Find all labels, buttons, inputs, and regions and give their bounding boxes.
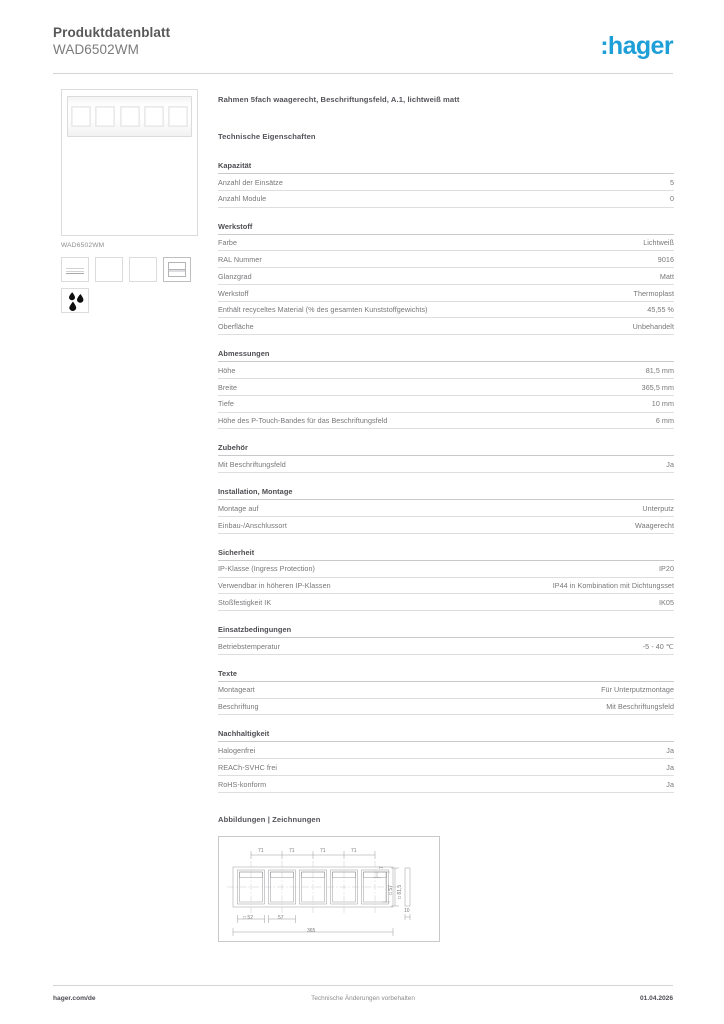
spec-row <box>218 379 674 396</box>
blank-thumb-icon <box>96 258 122 281</box>
product-photo-caption: WAD6502WM <box>61 242 105 249</box>
spec-value: Lichtweiß <box>643 238 674 248</box>
spec-label: Montage auf <box>218 503 259 513</box>
spec-group-title: Nachhaltigkeit <box>218 729 674 742</box>
spec-value: 5 <box>669 177 674 187</box>
spec-group <box>218 222 674 336</box>
water-drops-icon[interactable] <box>61 288 89 313</box>
spec-value: Ja <box>666 762 674 772</box>
spec-row <box>218 174 674 191</box>
label-field-icon <box>66 268 84 273</box>
drawings-section <box>218 815 674 942</box>
product-photo-frame-5gang[interactable] <box>61 89 198 236</box>
spec-value: IP20 <box>659 564 674 574</box>
spec-row <box>218 638 674 655</box>
spec-value: Mit Beschriftungsfeld <box>606 702 674 712</box>
spec-label: Einbau-/Anschlussort <box>218 520 287 530</box>
spec-value: Unbehandelt <box>632 322 674 332</box>
spec-value: Thermoplast <box>633 288 674 298</box>
drawing-thumb-icon <box>168 262 186 277</box>
specifications-column <box>218 95 674 942</box>
spec-label: RoHS-konform <box>218 779 267 789</box>
spec-row <box>218 776 674 793</box>
spec-value: 9016 <box>657 254 674 264</box>
spec-label: REACh-SVHC frei <box>218 762 278 772</box>
thumbnail-blank-2[interactable] <box>129 257 157 282</box>
product-description: Rahmen 5fach waagerecht, Beschriftungsfeld, A.1, lichtweiß matt <box>218 95 460 104</box>
spec-row <box>218 500 674 517</box>
spec-label: Betriebstemperatur <box>218 641 281 651</box>
spec-row <box>218 251 674 268</box>
hager-logo: :hager <box>600 32 673 60</box>
document-header <box>53 24 673 58</box>
spec-label: Werkstoff <box>218 288 249 298</box>
dim-label-strip-height: 7 <box>379 865 385 869</box>
page-title: Produktdatenblatt <box>53 25 171 40</box>
technical-properties-heading: Technische Eigenschaften <box>218 132 316 141</box>
spec-label: Breite <box>218 382 238 392</box>
spec-row <box>218 302 674 319</box>
spec-value: 81,5 mm <box>645 365 674 375</box>
frame-cell <box>71 106 91 127</box>
dim-pitch-3: 71 <box>320 847 326 854</box>
spec-row <box>218 191 674 208</box>
spec-row <box>218 561 674 578</box>
spec-value: Matt <box>659 271 674 281</box>
header-divider <box>53 73 673 74</box>
thumbnail-drawing[interactable] <box>163 257 191 282</box>
frame-cell <box>144 106 164 127</box>
icon-row <box>61 288 198 313</box>
spec-label: IP-Klasse (Ingress Protection) <box>218 564 315 574</box>
spec-row <box>218 362 674 379</box>
spec-row <box>218 413 674 430</box>
spec-label: Farbe <box>218 238 238 248</box>
spec-group <box>218 548 674 611</box>
spec-group <box>218 349 674 429</box>
dim-cell-width: 57 <box>278 914 284 921</box>
frame-cell <box>95 106 115 127</box>
technical-drawing[interactable] <box>218 836 440 942</box>
spec-label: Enthält recyceltes Material (% des gesamten Kunststoffgewichts) <box>218 305 428 315</box>
spec-label: Stoßfestigkeit IK <box>218 597 272 607</box>
product-reference: WAD6502WM <box>53 42 139 57</box>
dim-pitch-4: 71 <box>351 847 357 854</box>
spec-row <box>218 594 674 611</box>
spec-label: Mit Beschriftungsfeld <box>218 459 286 469</box>
spec-group <box>218 625 674 655</box>
spec-group-title: Texte <box>218 669 674 682</box>
spec-value: Unterputz <box>642 503 674 513</box>
dim-cell-square-height: □ 57 <box>388 884 394 895</box>
spec-row <box>218 285 674 302</box>
spec-group <box>218 487 674 534</box>
spec-value: Ja <box>666 779 674 789</box>
spec-label: Oberfläche <box>218 322 254 332</box>
spec-row <box>218 235 674 252</box>
spec-value: -5 - 40 ℃ <box>642 641 674 651</box>
spec-group <box>218 443 674 473</box>
spec-group-title: Sicherheit <box>218 548 674 561</box>
document-footer <box>53 995 673 1009</box>
spec-groups <box>218 161 674 793</box>
spec-value: 10 mm <box>651 399 674 409</box>
spec-label: Beschriftung <box>218 702 259 712</box>
blank-thumb-icon <box>130 258 156 281</box>
footer-website[interactable]: hager.com/de <box>53 995 96 1002</box>
spec-value: IK05 <box>659 597 674 607</box>
thumbnail-label-field[interactable] <box>61 257 89 282</box>
spec-group-title: Installation, Montage <box>218 487 674 500</box>
spec-row <box>218 517 674 534</box>
spec-label: Höhe des P-Touch-Bandes für das Beschriftungsfeld <box>218 416 388 426</box>
thumbnail-row <box>61 257 198 282</box>
dim-total-height: □ 81,5 <box>397 884 403 899</box>
spec-label: Glanzgrad <box>218 271 252 281</box>
product-media-column <box>61 89 198 313</box>
spec-row <box>218 759 674 776</box>
thumbnail-blank-1[interactable] <box>95 257 123 282</box>
spec-row <box>218 742 674 759</box>
spec-row <box>218 699 674 716</box>
dim-cell-square: □ 52 <box>243 914 253 921</box>
spec-label: Tiefe <box>218 399 234 409</box>
spec-label: Montageart <box>218 685 255 695</box>
drawings-heading: Abbildungen | Zeichnungen <box>218 814 321 824</box>
spec-row <box>218 578 674 595</box>
frame-illustration <box>67 96 192 137</box>
spec-group <box>218 669 674 716</box>
spec-group-title: Einsatzbedingungen <box>218 625 674 638</box>
spec-value: Ja <box>666 746 674 755</box>
spec-group <box>218 729 674 792</box>
spec-row <box>218 456 674 473</box>
spec-label: RAL Nummer <box>218 254 262 264</box>
spec-group-title: Abmessungen <box>218 349 674 362</box>
dim-depth: 10 <box>404 907 410 914</box>
spec-value: IP44 in Kombination mit Dichtungsset <box>552 581 674 591</box>
spec-label: Anzahl Module <box>218 194 267 204</box>
spec-group-title: Zubehör <box>218 443 674 456</box>
dim-pitch-1: 71 <box>258 847 264 854</box>
spec-row <box>218 396 674 413</box>
spec-group-title: Kapazität <box>218 161 674 174</box>
spec-row <box>218 318 674 335</box>
spec-value: 365,5 mm <box>641 382 674 392</box>
spec-value: Ja <box>666 459 674 469</box>
spec-group <box>218 161 674 208</box>
frame-cell <box>120 106 140 127</box>
dim-pitch-2: 71 <box>289 847 295 854</box>
frame-cell <box>168 106 188 127</box>
spec-label: Höhe <box>218 365 236 375</box>
footer-disclaimer: Technische Änderungen vorbehalten <box>311 995 415 1002</box>
spec-value: 45,55 % <box>647 305 674 315</box>
spec-label: Anzahl der Einsätze <box>218 177 283 187</box>
spec-value: Waagerecht <box>635 520 674 530</box>
spec-row <box>218 682 674 699</box>
spec-label: Halogenfrei <box>218 746 256 755</box>
spec-row <box>218 268 674 285</box>
spec-value: 0 <box>669 194 674 204</box>
dim-total-width: 365 <box>307 927 316 934</box>
spec-label: Verwendbar in höheren IP-Klassen <box>218 581 331 591</box>
spec-value: Für Unterputzmontage <box>601 685 674 695</box>
technical-drawing-svg <box>219 837 439 941</box>
footer-divider <box>53 985 673 986</box>
spec-value: 6 mm <box>655 416 674 426</box>
spec-group-title: Werkstoff <box>218 222 674 235</box>
footer-date: 01.04.2026 <box>639 995 673 1002</box>
